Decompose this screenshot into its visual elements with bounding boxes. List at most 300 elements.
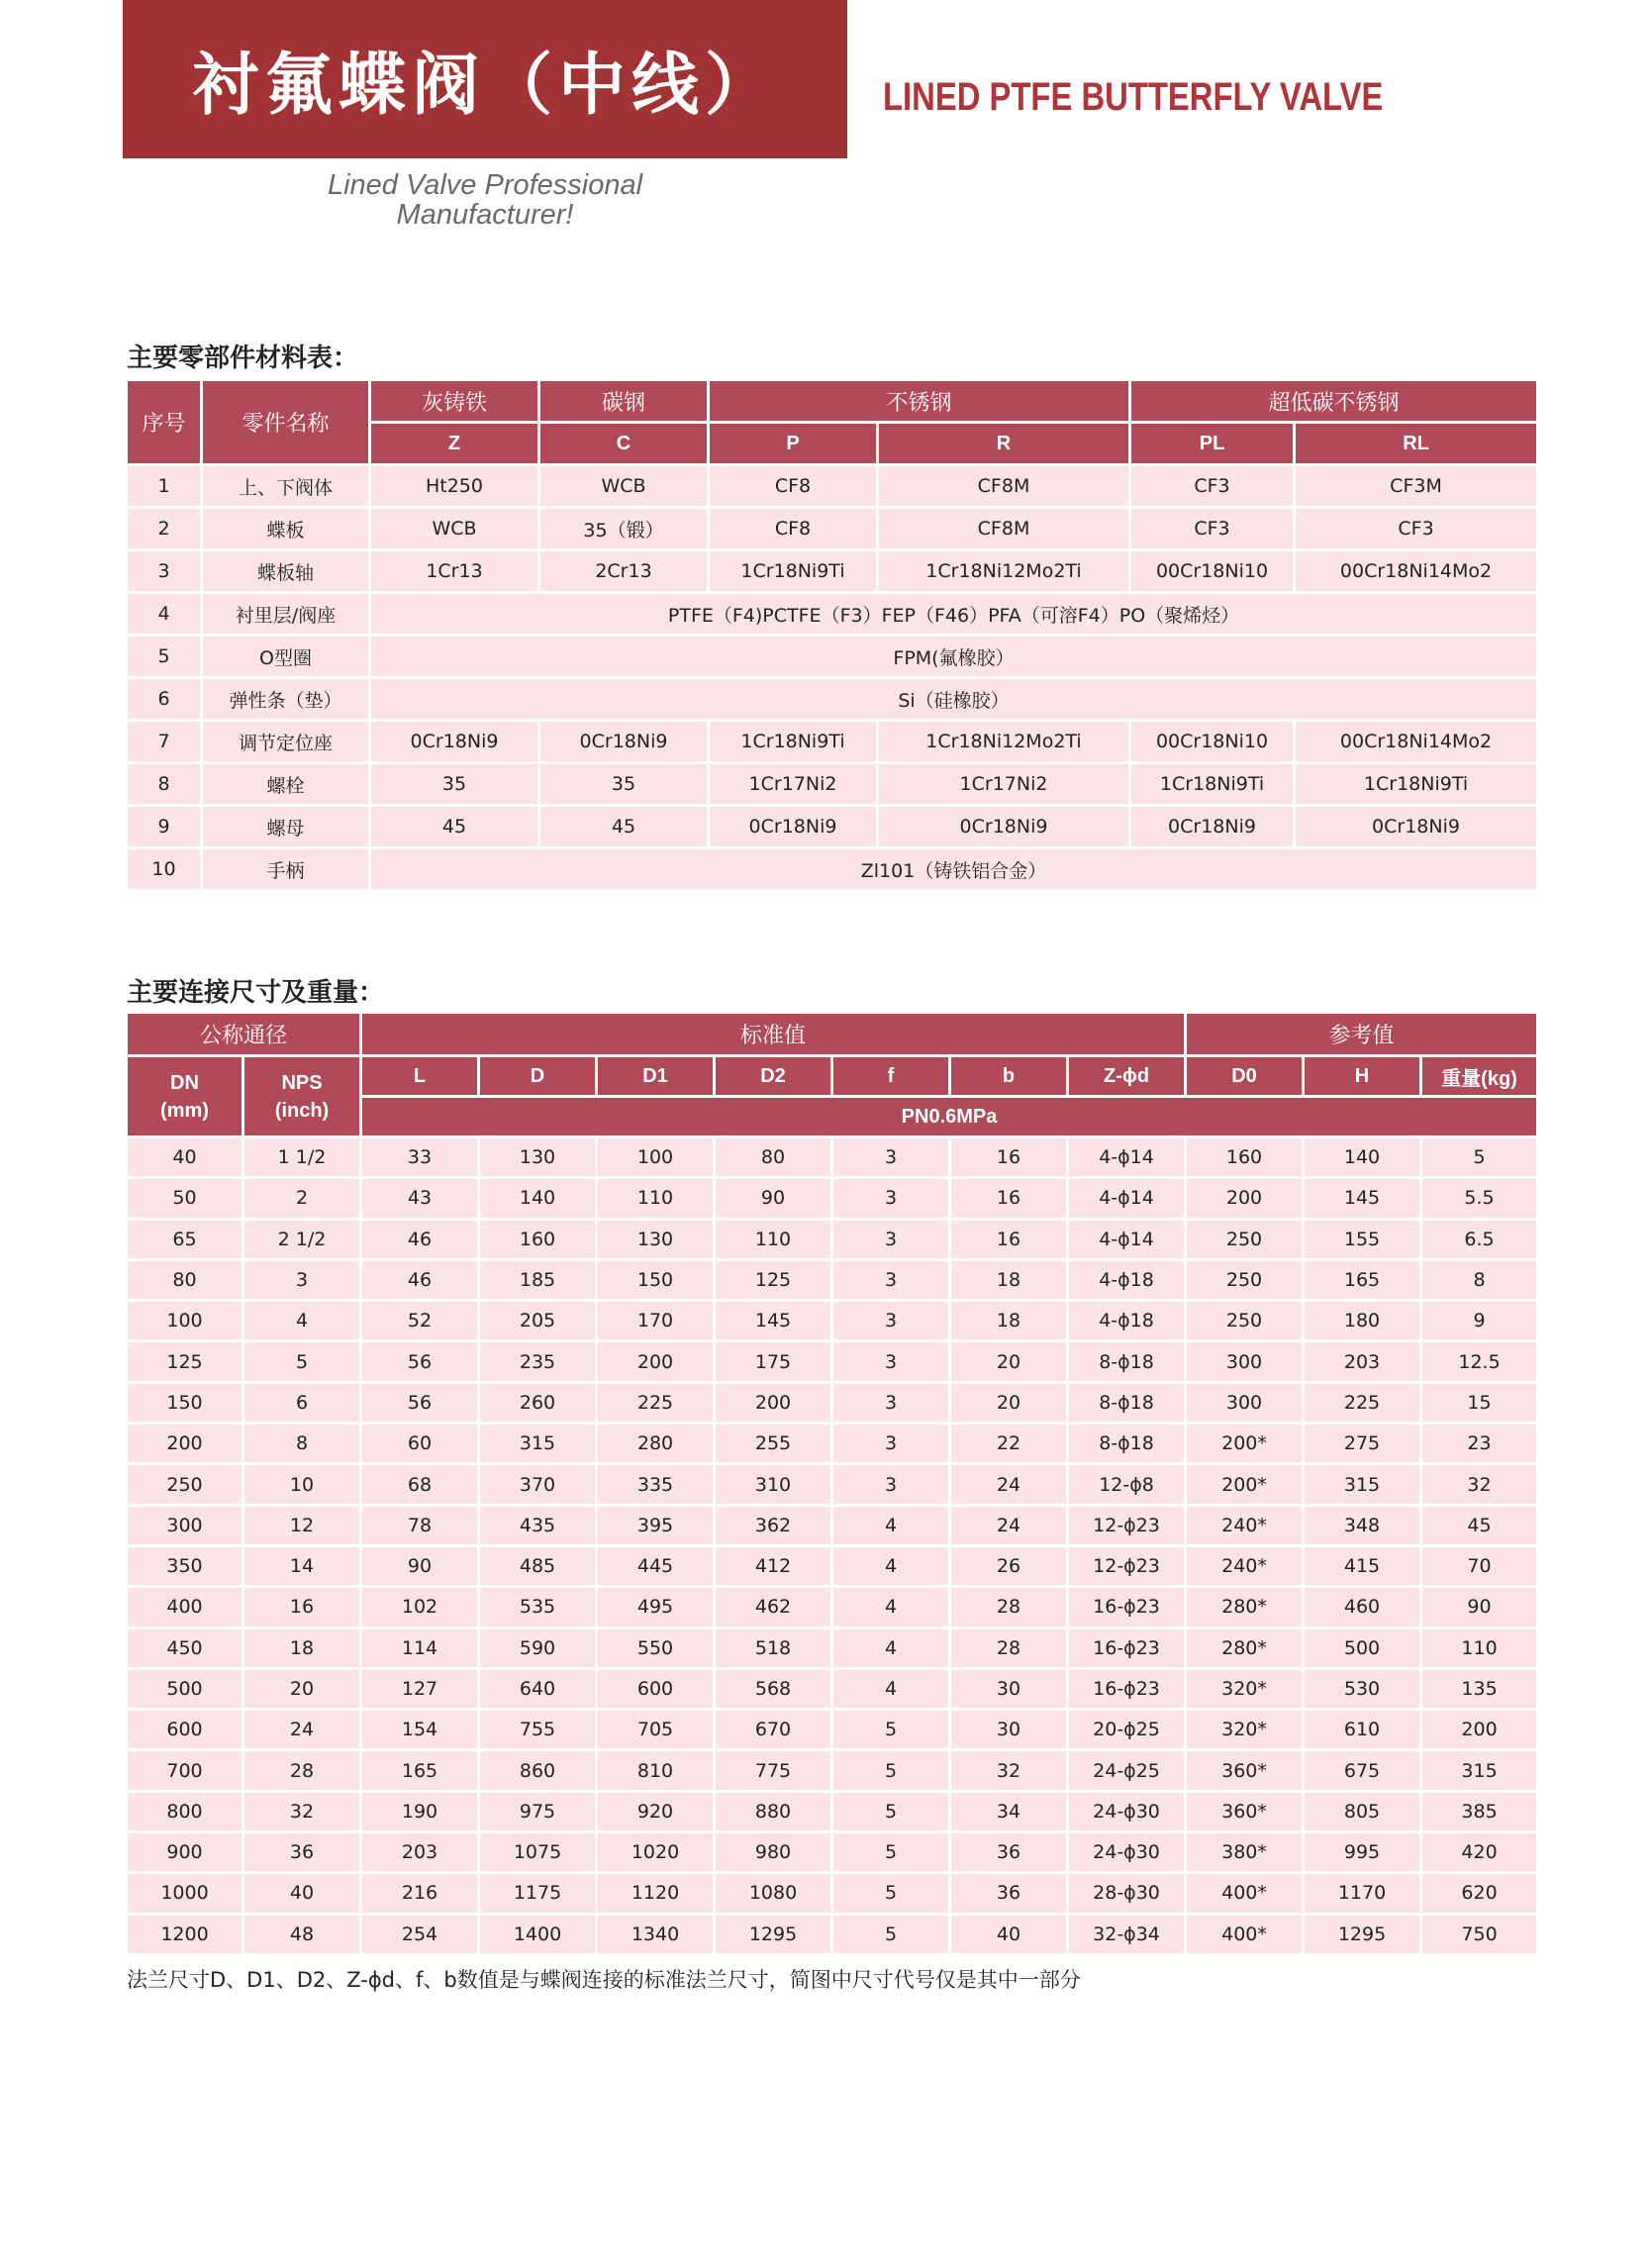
col-header-d0: D0 (1186, 1056, 1304, 1097)
cell-f: 4 (832, 1545, 950, 1586)
cell-b: 36 (950, 1832, 1068, 1873)
part-name: 上、下阀体 (202, 465, 370, 508)
cell-h: 530 (1304, 1668, 1421, 1709)
cell-weight: 8 (1421, 1259, 1538, 1300)
part-name: 弹性条（垫） (202, 678, 370, 721)
cell-b: 28 (950, 1627, 1068, 1668)
cell-d: 130 (479, 1137, 597, 1178)
dimensions-section-title: 主要连接尺寸及重量： (127, 978, 385, 1008)
cell-h: 348 (1304, 1505, 1421, 1545)
cell-z-phi-d: 12-ϕ23 (1068, 1505, 1186, 1545)
cell-d: 590 (479, 1627, 597, 1668)
cell-b: 18 (950, 1259, 1068, 1300)
table-row (127, 678, 1538, 721)
cell-dn: 50 (127, 1178, 243, 1219)
table-row (127, 763, 1538, 806)
cell-nps: 16 (243, 1587, 361, 1627)
materials-header-row-1 (127, 380, 1538, 423)
cell-l: 190 (361, 1791, 479, 1831)
cell-d2: 1080 (715, 1873, 832, 1914)
cell-z-phi-d: 4-ϕ18 (1068, 1259, 1186, 1300)
cell-d1: 170 (597, 1301, 715, 1341)
col-header-z-phi-d: Z-ϕd (1068, 1056, 1186, 1097)
col-header-nps (243, 1056, 361, 1137)
cell-d2: 670 (715, 1710, 832, 1750)
material-cell: 1Cr18Ni9Ti (1130, 763, 1295, 806)
cell-z-phi-d: 12-ϕ23 (1068, 1545, 1186, 1586)
material-cell: CF3 (1295, 508, 1538, 550)
table-row (127, 721, 1538, 763)
table-row (127, 1424, 1538, 1464)
cell-dn: 600 (127, 1710, 243, 1750)
cell-d1: 395 (597, 1505, 715, 1545)
table-row (127, 1873, 1538, 1914)
material-cell: CF3M (1295, 465, 1538, 508)
cell-l: 203 (361, 1832, 479, 1873)
cell-h: 145 (1304, 1178, 1421, 1219)
table-row (127, 1341, 1538, 1382)
cell-weight: 45 (1421, 1505, 1538, 1545)
cell-d2: 310 (715, 1464, 832, 1505)
cell-l: 127 (361, 1668, 479, 1709)
cell-weight: 315 (1421, 1750, 1538, 1791)
col-header-weight: 重量(kg) (1421, 1056, 1538, 1097)
col-header-no: 序号 (127, 380, 202, 465)
col-header-h: H (1304, 1056, 1421, 1097)
cell-d0: 320* (1186, 1710, 1304, 1750)
cell-nps: 2 (243, 1178, 361, 1219)
table-row (127, 1464, 1538, 1505)
cell-nps: 1 1/2 (243, 1137, 361, 1178)
cell-d0: 280* (1186, 1587, 1304, 1627)
cell-dn: 900 (127, 1832, 243, 1873)
cell-h: 500 (1304, 1627, 1421, 1668)
cell-l: 165 (361, 1750, 479, 1791)
cell-nps: 3 (243, 1259, 361, 1300)
cell-d: 640 (479, 1668, 597, 1709)
row-number: 9 (127, 806, 202, 848)
material-cell: 45 (539, 806, 709, 848)
row-number: 1 (127, 465, 202, 508)
cell-d0: 300 (1186, 1341, 1304, 1382)
tagline-line-2: Manufacturer! (396, 199, 574, 231)
col-header-d2: D2 (715, 1056, 832, 1097)
cell-dn: 450 (127, 1627, 243, 1668)
cell-d: 755 (479, 1710, 597, 1750)
material-cell: 00Cr18Ni10 (1130, 550, 1295, 593)
cell-d0: 240* (1186, 1545, 1304, 1586)
material-cell: FPM(氟橡胶） (370, 636, 1538, 678)
cell-d1: 1120 (597, 1873, 715, 1914)
col-code: Z (370, 423, 539, 465)
cell-d: 860 (479, 1750, 597, 1791)
table-row (127, 1545, 1538, 1586)
cell-f: 3 (832, 1259, 950, 1300)
cell-d2: 775 (715, 1750, 832, 1791)
cell-weight: 135 (1421, 1668, 1538, 1709)
cell-weight: 70 (1421, 1545, 1538, 1586)
cell-z-phi-d: 4-ϕ18 (1068, 1301, 1186, 1341)
row-number: 5 (127, 636, 202, 678)
cell-z-phi-d: 8-ϕ18 (1068, 1382, 1186, 1423)
cell-f: 3 (832, 1301, 950, 1341)
cell-d0: 160 (1186, 1137, 1304, 1178)
cell-weight: 6.5 (1421, 1219, 1538, 1259)
cell-h: 180 (1304, 1301, 1421, 1341)
cell-d: 1400 (479, 1914, 597, 1954)
cell-d: 140 (479, 1178, 597, 1219)
row-number: 4 (127, 593, 202, 636)
cell-d2: 125 (715, 1259, 832, 1300)
cell-d0: 360* (1186, 1750, 1304, 1791)
cell-h: 203 (1304, 1341, 1421, 1382)
part-name: 手柄 (202, 848, 370, 891)
table-row (127, 1668, 1538, 1709)
col-code: P (709, 423, 878, 465)
cell-l: 46 (361, 1219, 479, 1259)
cell-d0: 280* (1186, 1627, 1304, 1668)
cell-z-phi-d: 32-ϕ34 (1068, 1914, 1186, 1954)
cell-d0: 200* (1186, 1464, 1304, 1505)
material-cell: 0Cr18Ni9 (370, 721, 539, 763)
cell-weight: 200 (1421, 1710, 1538, 1750)
cell-nps: 20 (243, 1668, 361, 1709)
cell-dn: 500 (127, 1668, 243, 1709)
row-number: 2 (127, 508, 202, 550)
cell-f: 3 (832, 1424, 950, 1464)
cell-dn: 100 (127, 1301, 243, 1341)
materials-section-title: 主要零部件材料表： (127, 344, 359, 373)
cell-nps: 28 (243, 1750, 361, 1791)
cell-d: 260 (479, 1382, 597, 1423)
cell-h: 610 (1304, 1710, 1421, 1750)
cell-l: 33 (361, 1137, 479, 1178)
dn-label: DN (170, 1071, 199, 1094)
col-code: PL (1130, 423, 1295, 465)
cell-d: 205 (479, 1301, 597, 1341)
material-cell: 1Cr17Ni2 (709, 763, 878, 806)
table-row (127, 636, 1538, 678)
cell-weight: 12.5 (1421, 1341, 1538, 1382)
cell-h: 805 (1304, 1791, 1421, 1831)
cell-f: 5 (832, 1873, 950, 1914)
cell-d0: 250 (1186, 1219, 1304, 1259)
col-header-reference: 参考值 (1186, 1013, 1538, 1056)
cell-b: 16 (950, 1178, 1068, 1219)
cell-weight: 420 (1421, 1832, 1538, 1873)
title-banner (123, 0, 847, 158)
cell-f: 3 (832, 1341, 950, 1382)
tagline-line-1: Lined Valve Professional (327, 169, 643, 201)
cell-d0: 360* (1186, 1791, 1304, 1831)
cell-f: 5 (832, 1791, 950, 1831)
cell-d1: 280 (597, 1424, 715, 1464)
cell-b: 32 (950, 1750, 1068, 1791)
materials-table (125, 378, 1539, 892)
col-header-nominal: 公称通径 (127, 1013, 361, 1056)
table-row (127, 806, 1538, 848)
material-cell: 1Cr18Ni12Mo2Ti (878, 721, 1130, 763)
cell-dn: 400 (127, 1587, 243, 1627)
cell-d1: 225 (597, 1382, 715, 1423)
cell-b: 34 (950, 1791, 1068, 1831)
cell-d0: 250 (1186, 1301, 1304, 1341)
material-cell: CF8M (878, 508, 1130, 550)
cell-z-phi-d: 24-ϕ25 (1068, 1750, 1186, 1791)
cell-h: 1170 (1304, 1873, 1421, 1914)
cell-dn: 350 (127, 1545, 243, 1586)
material-cell: 35（锻） (539, 508, 709, 550)
table-row (127, 550, 1538, 593)
table-row (127, 1587, 1538, 1627)
col-header-carbon-steel: 碳钢 (539, 380, 709, 423)
cell-d2: 110 (715, 1219, 832, 1259)
cell-d2: 80 (715, 1137, 832, 1178)
part-name: 螺母 (202, 806, 370, 848)
cell-dn: 125 (127, 1341, 243, 1382)
cell-l: 78 (361, 1505, 479, 1545)
table-row (127, 1710, 1538, 1750)
cell-d1: 1340 (597, 1914, 715, 1954)
material-cell: Si（硅橡胶） (370, 678, 1538, 721)
cell-d2: 462 (715, 1587, 832, 1627)
col-header-low-carbon-stainless: 超低碳不锈钢 (1130, 380, 1538, 423)
material-cell: 0Cr18Ni9 (539, 721, 709, 763)
col-header-d: D (479, 1056, 597, 1097)
col-code: R (878, 423, 1130, 465)
cell-weight: 23 (1421, 1424, 1538, 1464)
cell-h: 225 (1304, 1382, 1421, 1423)
cell-l: 68 (361, 1464, 479, 1505)
col-header-f: f (832, 1056, 950, 1097)
cell-d1: 920 (597, 1791, 715, 1831)
cell-l: 154 (361, 1710, 479, 1750)
cell-b: 30 (950, 1668, 1068, 1709)
table-row (127, 1219, 1538, 1259)
cell-d1: 150 (597, 1259, 715, 1300)
cell-d0: 380* (1186, 1832, 1304, 1873)
material-cell: 2Cr13 (539, 550, 709, 593)
page-title-cn: 衬氟蝶阀（中线） (191, 46, 778, 125)
cell-b: 26 (950, 1545, 1068, 1586)
cell-weight: 90 (1421, 1587, 1538, 1627)
cell-d: 315 (479, 1424, 597, 1464)
cell-b: 30 (950, 1710, 1068, 1750)
cell-z-phi-d: 16-ϕ23 (1068, 1627, 1186, 1668)
cell-d0: 320* (1186, 1668, 1304, 1709)
material-cell: 0Cr18Ni9 (709, 806, 878, 848)
cell-nps: 40 (243, 1873, 361, 1914)
material-cell: 1Cr18Ni9Ti (709, 721, 878, 763)
cell-b: 20 (950, 1382, 1068, 1423)
cell-weight: 9 (1421, 1301, 1538, 1341)
col-code: C (539, 423, 709, 465)
cell-b: 24 (950, 1464, 1068, 1505)
table-row (127, 1301, 1538, 1341)
cell-b: 20 (950, 1341, 1068, 1382)
part-name: 调节定位座 (202, 721, 370, 763)
cell-f: 5 (832, 1914, 950, 1954)
cell-weight: 110 (1421, 1627, 1538, 1668)
table-row (127, 1259, 1538, 1300)
cell-nps: 6 (243, 1382, 361, 1423)
cell-f: 4 (832, 1505, 950, 1545)
dimensions-table (125, 1011, 1539, 1956)
material-cell: 1Cr18Ni9Ti (709, 550, 878, 593)
cell-l: 102 (361, 1587, 479, 1627)
part-name: 螺栓 (202, 763, 370, 806)
cell-d2: 255 (715, 1424, 832, 1464)
cell-b: 22 (950, 1424, 1068, 1464)
cell-z-phi-d: 24-ϕ30 (1068, 1832, 1186, 1873)
cell-f: 5 (832, 1750, 950, 1791)
cell-d0: 240* (1186, 1505, 1304, 1545)
cell-l: 52 (361, 1301, 479, 1341)
cell-z-phi-d: 12-ϕ8 (1068, 1464, 1186, 1505)
cell-f: 3 (832, 1137, 950, 1178)
cell-nps: 5 (243, 1341, 361, 1382)
cell-d1: 445 (597, 1545, 715, 1586)
row-number: 3 (127, 550, 202, 593)
cell-d0: 400* (1186, 1873, 1304, 1914)
material-cell: 35 (539, 763, 709, 806)
cell-z-phi-d: 16-ϕ23 (1068, 1668, 1186, 1709)
material-cell: 00Cr18Ni14Mo2 (1295, 721, 1538, 763)
cell-dn: 300 (127, 1505, 243, 1545)
cell-weight: 385 (1421, 1791, 1538, 1831)
cell-d: 370 (479, 1464, 597, 1505)
cell-h: 1295 (1304, 1914, 1421, 1954)
material-cell: 0Cr18Ni9 (1295, 806, 1538, 848)
cell-h: 415 (1304, 1545, 1421, 1586)
cell-d: 185 (479, 1259, 597, 1300)
material-cell: Ht250 (370, 465, 539, 508)
pressure-class: PN0.6MPa (361, 1097, 1538, 1137)
cell-nps: 32 (243, 1791, 361, 1831)
cell-d2: 980 (715, 1832, 832, 1873)
col-header-gray-iron: 灰铸铁 (370, 380, 539, 423)
cell-b: 28 (950, 1587, 1068, 1627)
cell-weight: 15 (1421, 1382, 1538, 1423)
cell-dn: 80 (127, 1259, 243, 1300)
cell-d1: 100 (597, 1137, 715, 1178)
cell-z-phi-d: 24-ϕ30 (1068, 1791, 1186, 1831)
cell-f: 4 (832, 1668, 950, 1709)
cell-dn: 1000 (127, 1873, 243, 1914)
cell-h: 460 (1304, 1587, 1421, 1627)
table-row (127, 1137, 1538, 1178)
cell-z-phi-d: 8-ϕ18 (1068, 1424, 1186, 1464)
table-row (127, 1382, 1538, 1423)
cell-d: 1175 (479, 1873, 597, 1914)
cell-d1: 600 (597, 1668, 715, 1709)
cell-l: 90 (361, 1545, 479, 1586)
cell-d1: 705 (597, 1710, 715, 1750)
cell-d0: 250 (1186, 1259, 1304, 1300)
cell-b: 16 (950, 1219, 1068, 1259)
cell-f: 4 (832, 1587, 950, 1627)
cell-d2: 412 (715, 1545, 832, 1586)
col-header-d1: D1 (597, 1056, 715, 1097)
cell-d2: 1295 (715, 1914, 832, 1954)
material-cell: CF8M (878, 465, 1130, 508)
row-number: 8 (127, 763, 202, 806)
cell-weight: 32 (1421, 1464, 1538, 1505)
tagline (317, 170, 653, 230)
cell-z-phi-d: 16-ϕ23 (1068, 1587, 1186, 1627)
cell-d2: 518 (715, 1627, 832, 1668)
table-row (127, 1505, 1538, 1545)
cell-b: 24 (950, 1505, 1068, 1545)
cell-l: 46 (361, 1259, 479, 1300)
cell-d2: 880 (715, 1791, 832, 1831)
cell-d: 235 (479, 1341, 597, 1382)
part-name: 蝶板 (202, 508, 370, 550)
cell-nps: 24 (243, 1710, 361, 1750)
cell-nps: 36 (243, 1832, 361, 1873)
col-header-stainless: 不锈钢 (709, 380, 1130, 423)
part-name: 蝶板轴 (202, 550, 370, 593)
cell-b: 36 (950, 1873, 1068, 1914)
cell-h: 155 (1304, 1219, 1421, 1259)
cell-b: 16 (950, 1137, 1068, 1178)
table-row (127, 465, 1538, 508)
cell-h: 165 (1304, 1259, 1421, 1300)
dimensions-header-row-1 (127, 1013, 1538, 1056)
material-cell: CF8 (709, 508, 878, 550)
cell-b: 40 (950, 1914, 1068, 1954)
cell-dn: 1200 (127, 1914, 243, 1954)
table-row (127, 1627, 1538, 1668)
material-cell: 1Cr13 (370, 550, 539, 593)
cell-dn: 800 (127, 1791, 243, 1831)
material-cell: 35 (370, 763, 539, 806)
cell-dn: 150 (127, 1382, 243, 1423)
cell-d2: 175 (715, 1341, 832, 1382)
footnote: 法兰尺寸D、D1、D2、Z-ϕd、f、b数值是与蝶阀连接的标准法兰尺寸，简图中尺寸代号仅是其中一部分 (127, 1968, 1081, 1992)
cell-nps: 48 (243, 1914, 361, 1954)
cell-d: 1075 (479, 1832, 597, 1873)
cell-f: 3 (832, 1219, 950, 1259)
cell-d1: 495 (597, 1587, 715, 1627)
cell-l: 254 (361, 1914, 479, 1954)
cell-f: 4 (832, 1627, 950, 1668)
part-name: O型圈 (202, 636, 370, 678)
cell-h: 995 (1304, 1832, 1421, 1873)
cell-d: 160 (479, 1219, 597, 1259)
cell-f: 3 (832, 1382, 950, 1423)
row-number: 7 (127, 721, 202, 763)
col-header-l: L (361, 1056, 479, 1097)
cell-l: 43 (361, 1178, 479, 1219)
cell-d: 535 (479, 1587, 597, 1627)
col-header-standard: 标准值 (361, 1013, 1186, 1056)
cell-weight: 620 (1421, 1873, 1538, 1914)
material-cell: 0Cr18Ni9 (878, 806, 1130, 848)
col-header-dn (127, 1056, 243, 1137)
cell-d1: 335 (597, 1464, 715, 1505)
cell-d0: 200 (1186, 1178, 1304, 1219)
col-header-part: 零件名称 (202, 380, 370, 465)
col-header-b: b (950, 1056, 1068, 1097)
table-row (127, 848, 1538, 891)
table-row (127, 1791, 1538, 1831)
cell-d: 975 (479, 1791, 597, 1831)
cell-l: 56 (361, 1341, 479, 1382)
cell-d0: 400* (1186, 1914, 1304, 1954)
cell-dn: 700 (127, 1750, 243, 1791)
cell-nps: 12 (243, 1505, 361, 1545)
